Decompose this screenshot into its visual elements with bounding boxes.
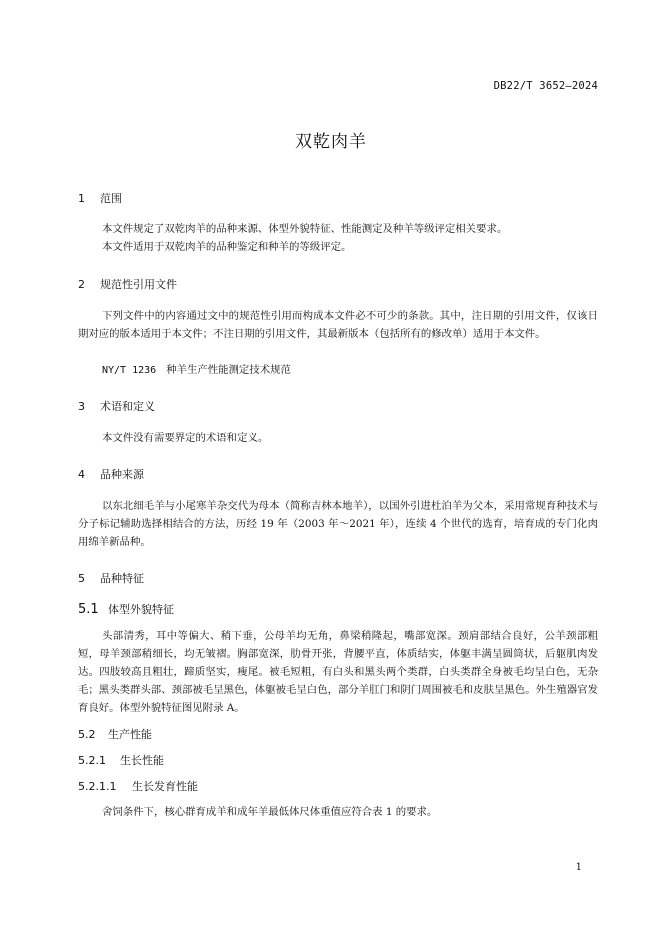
section-5-2-heading xyxy=(78,726,152,742)
section-5-2-1-heading xyxy=(78,752,164,768)
reference-code: NY/T 1236 xyxy=(102,365,157,376)
page-number: 1 xyxy=(575,862,582,873)
section-number: 5 xyxy=(78,572,85,585)
section-title: 生产性能 xyxy=(108,728,152,741)
standard-code: DB22/T 3652—2024 xyxy=(493,80,598,92)
section-number: 5.2 xyxy=(78,728,96,741)
section-2-paragraph: 下列文件中的内容通过文中的规范性引用而构成本文件必不可少的条款。其中，注日期的引用文件，仅该日期对应的版本适用于本文件；不注日期的引用文件，其最新版本（包括所有的修改单）适用于本文件。 xyxy=(78,310,598,340)
document-title: 双乾肉羊 xyxy=(295,132,367,152)
section-title: 品种来源 xyxy=(100,468,144,481)
section-title: 体型外貌特征 xyxy=(108,603,174,616)
section-number: 3 xyxy=(78,400,85,413)
section-3-heading xyxy=(78,398,155,414)
section-title: 术语和定义 xyxy=(100,400,155,413)
section-title: 品种特征 xyxy=(100,572,144,585)
section-title: 生长发育性能 xyxy=(132,780,198,793)
section-5-2-1-1-paragraph: 舍饲条件下，核心群育成羊和成年羊最低体尺体重值应符合表 1 的要求。 xyxy=(102,806,438,818)
section-1-paragraph-1: 本文件规定了双乾肉羊的品种来源、体型外貌特征、性能测定及种羊等级评定相关要求。 xyxy=(102,223,508,235)
reference-title: 种羊生产性能测定技术规范 xyxy=(166,364,291,376)
section-5-2-1-1-heading xyxy=(78,778,198,794)
section-5-heading xyxy=(78,570,144,586)
section-4-paragraph: 以东北细毛羊与小尾寒羊杂交代为母本（简称吉林本地羊），以国外引进杜泊羊为父本，采用常规育种技术与分子标记辅助选择相结合的方法，历经 19 年（2003 年～2021 年），连续 4 个世代的选育，培育成的专门化肉用绵羊新品种。 xyxy=(78,500,598,548)
section-title: 生长性能 xyxy=(120,754,164,767)
section-5-1-paragraph: 头部清秀，耳中等偏大、稍下垂，公母羊均无角，鼻梁稍隆起，嘴部宽深。颈肩部结合良好，公羊颈部粗短，母羊颈部稍细长，均无皱褶。胸部宽深，肋骨开张，背腰平直，体质结实，体躯丰满呈圆筒状，后躯肌肉发达。四肢较高且粗壮，蹄质坚实，瘦尾。被毛短粗，有白头和黑头两个类群，白头类群全身被毛均呈白色，无杂毛；黑头类群头部、颈部被毛呈黑色，体躯被毛呈白色，部分羊肛门和阴门周围被毛和皮肤呈黑色。外生殖器官发育良好。体型外貌特征图见附录 A。 xyxy=(78,630,598,714)
normative-reference xyxy=(102,361,291,380)
section-number: 5.2.1.1 xyxy=(78,780,117,793)
section-number: 1 xyxy=(78,192,85,205)
section-2-heading xyxy=(78,276,177,292)
section-title: 范围 xyxy=(100,192,122,205)
section-number: 5.2.1 xyxy=(78,754,106,767)
section-1-heading xyxy=(78,190,122,206)
section-number: 4 xyxy=(78,468,85,481)
section-4-heading xyxy=(78,466,144,482)
section-3-paragraph: 本文件没有需要界定的术语和定义。 xyxy=(102,432,269,444)
section-title: 规范性引用文件 xyxy=(100,278,177,291)
section-1-paragraph-2: 本文件适用于双乾肉羊的品种鉴定和种羊的等级评定。 xyxy=(102,241,352,253)
section-number: 5.1 xyxy=(78,602,99,617)
section-number: 2 xyxy=(78,278,85,291)
section-5-1-heading xyxy=(78,601,174,617)
